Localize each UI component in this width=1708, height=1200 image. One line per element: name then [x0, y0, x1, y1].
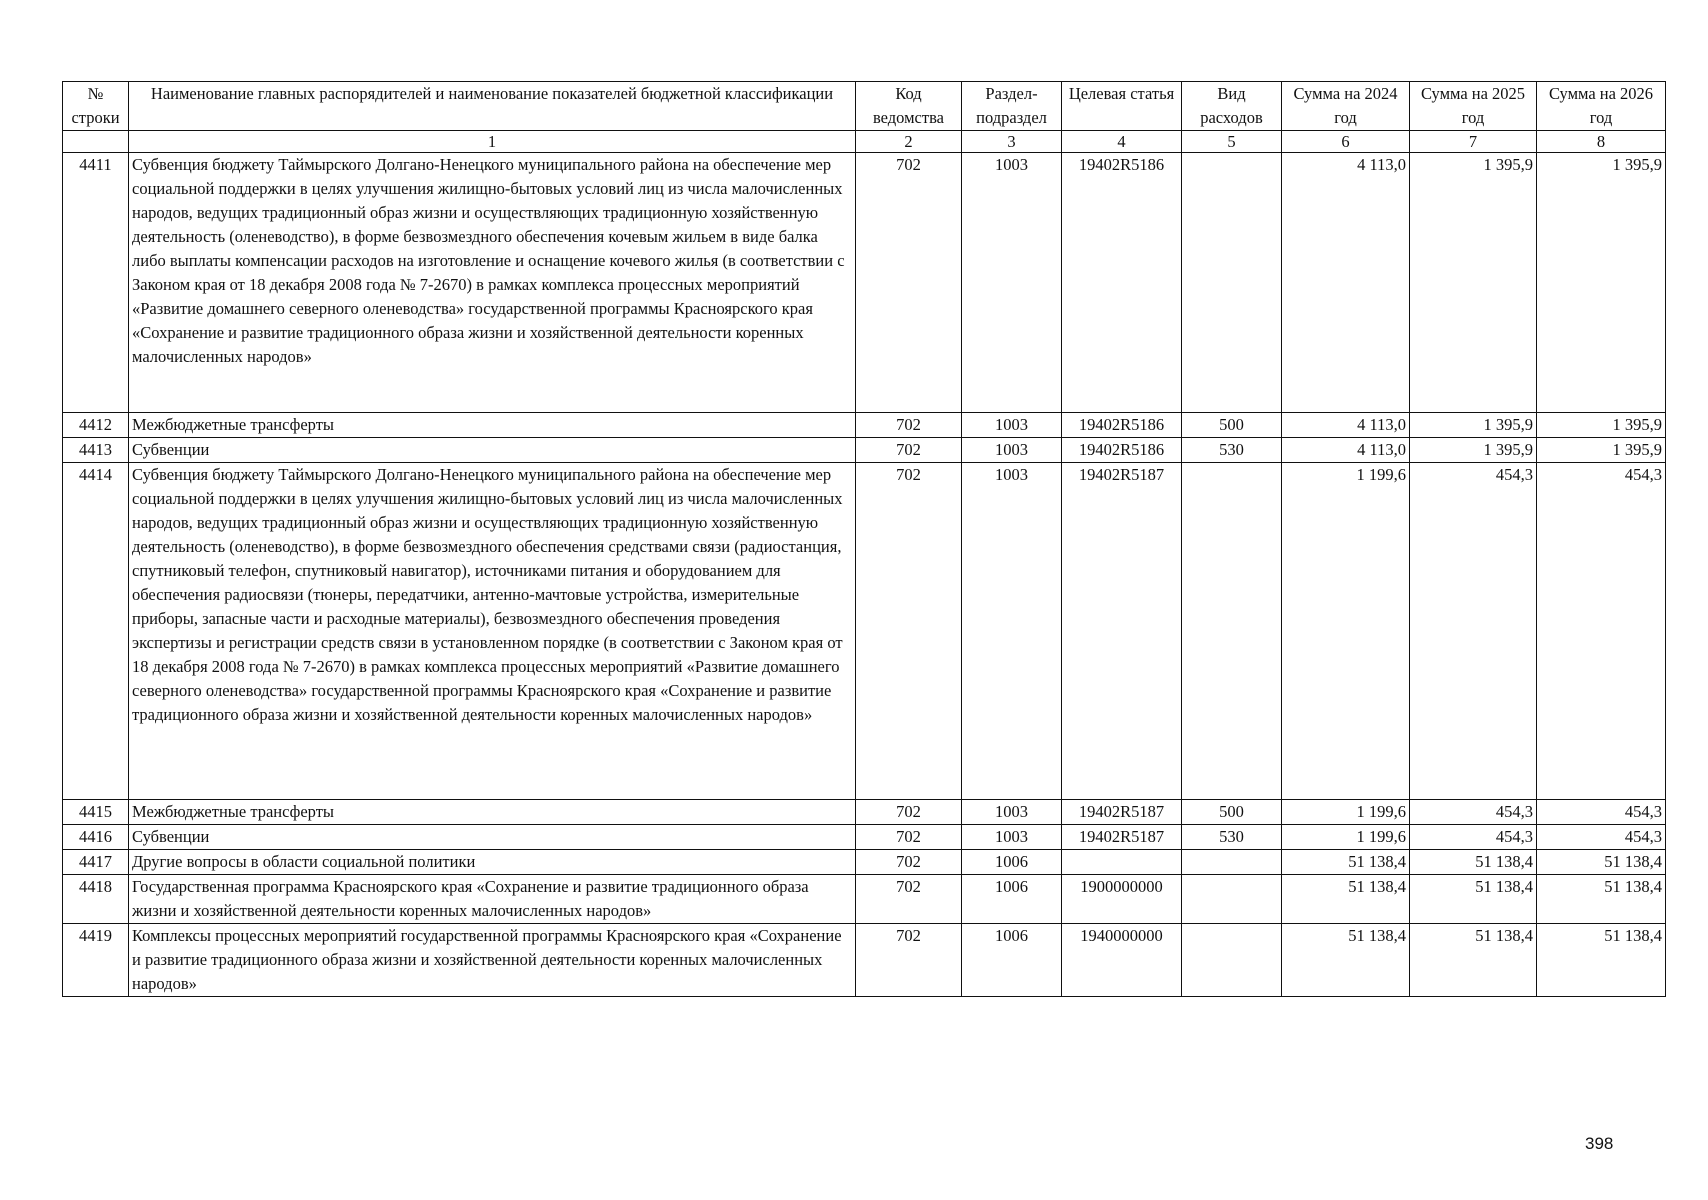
row-name: Межбюджетные трансферты — [129, 800, 856, 825]
row-expense-type: 530 — [1182, 438, 1282, 463]
row-dept-code: 702 — [856, 875, 962, 924]
header-dept-code: Код ведомства — [856, 82, 962, 131]
row-sum-2024: 1 199,6 — [1282, 800, 1410, 825]
column-number — [63, 131, 129, 153]
table-row — [63, 438, 1666, 463]
row-number: 4416 — [63, 825, 129, 850]
row-sum-2024: 4 113,0 — [1282, 153, 1410, 413]
column-number: 7 — [1410, 131, 1537, 153]
table-row — [63, 463, 1666, 800]
column-number-row — [63, 131, 1666, 153]
row-number: 4411 — [63, 153, 129, 413]
column-number: 1 — [129, 131, 856, 153]
row-expense-type: 530 — [1182, 825, 1282, 850]
row-name: Государственная программа Красноярского края «Сохранение и развитие традиционного образа жизни и хозяйственной деятельности коренных малочисленных народов» — [129, 875, 856, 924]
row-sum-2026: 454,3 — [1537, 463, 1666, 800]
row-section: 1003 — [962, 413, 1062, 438]
row-section: 1003 — [962, 825, 1062, 850]
row-section: 1003 — [962, 153, 1062, 413]
row-expense-type: 500 — [1182, 800, 1282, 825]
row-sum-2024: 4 113,0 — [1282, 413, 1410, 438]
table-row — [63, 153, 1666, 413]
row-section: 1003 — [962, 438, 1062, 463]
row-dept-code: 702 — [856, 850, 962, 875]
row-dept-code: 702 — [856, 924, 962, 997]
row-sum-2024: 51 138,4 — [1282, 850, 1410, 875]
row-sum-2024: 1 199,6 — [1282, 463, 1410, 800]
row-sum-2026: 454,3 — [1537, 825, 1666, 850]
row-sum-2024: 4 113,0 — [1282, 438, 1410, 463]
row-sum-2024: 1 199,6 — [1282, 825, 1410, 850]
header-sum-2026: Сумма на 2026 год — [1537, 82, 1666, 131]
row-expense-type — [1182, 463, 1282, 800]
row-target-article: 1940000000 — [1062, 924, 1182, 997]
row-section: 1006 — [962, 850, 1062, 875]
row-target-article: 19402R5187 — [1062, 463, 1182, 800]
row-expense-type — [1182, 875, 1282, 924]
row-expense-type — [1182, 153, 1282, 413]
column-number: 6 — [1282, 131, 1410, 153]
row-sum-2025: 1 395,9 — [1410, 438, 1537, 463]
row-section: 1006 — [962, 924, 1062, 997]
page-number: 398 — [1585, 1134, 1614, 1153]
row-sum-2025: 454,3 — [1410, 800, 1537, 825]
row-sum-2026: 1 395,9 — [1537, 438, 1666, 463]
row-sum-2025: 454,3 — [1410, 463, 1537, 800]
row-dept-code: 702 — [856, 800, 962, 825]
table-row — [63, 875, 1666, 924]
column-number: 2 — [856, 131, 962, 153]
row-target-article: 19402R5186 — [1062, 153, 1182, 413]
row-sum-2025: 454,3 — [1410, 825, 1537, 850]
row-dept-code: 702 — [856, 153, 962, 413]
row-sum-2025: 51 138,4 — [1410, 924, 1537, 997]
row-name: Комплексы процессных мероприятий государственной программы Красноярского края «Сохранение и развитие традиционного образа жизни и хозяйственной деятельности коренных малочисленных народов» — [129, 924, 856, 997]
row-name: Субвенции — [129, 825, 856, 850]
row-dept-code: 702 — [856, 825, 962, 850]
row-section: 1006 — [962, 875, 1062, 924]
row-name: Межбюджетные трансферты — [129, 413, 856, 438]
row-sum-2025: 1 395,9 — [1410, 153, 1537, 413]
header-target-article: Целевая статья — [1062, 82, 1182, 131]
row-sum-2025: 51 138,4 — [1410, 850, 1537, 875]
header-row-number: № строки — [63, 82, 129, 131]
table-row — [63, 800, 1666, 825]
row-sum-2025: 1 395,9 — [1410, 413, 1537, 438]
table-row — [63, 825, 1666, 850]
row-section: 1003 — [962, 800, 1062, 825]
row-number: 4417 — [63, 850, 129, 875]
row-number: 4415 — [63, 800, 129, 825]
row-sum-2024: 51 138,4 — [1282, 924, 1410, 997]
row-target-article: 19402R5186 — [1062, 438, 1182, 463]
row-number: 4413 — [63, 438, 129, 463]
row-target-article: 19402R5186 — [1062, 413, 1182, 438]
row-name: Субвенция бюджету Таймырского Долгано-Ненецкого муниципального района на обеспечение мер социальной поддержки в целях улучшения жилищно-бытовых условий лиц из числа малочисленных народов, ведущих традиционный образ жизни и осуществляющих традиционную хозяйственную деятельность (оленеводство), в форме безвозмездного обеспечения средствами связи (радиостанция, спутниковый телефон, спутниковый навигатор), источниками питания и оборудованием для обеспечения радиосвязи (тюнеры, передатчики, антенно-мачтовые устройства, измерительные приборы, запасные части и расходные материалы), безвозмездного обеспечения проведения экспертизы и регистрации средств связи в установленном порядке (в соответствии с Законом края от 18 декабря 2008 года № 7-2670) в рамках комплекса процессных мероприятий «Развитие домашнего северного оленеводства» государственной программы Красноярского края «Сохранение и развитие традиционного образа жизни и хозяйственной деятельности коренных малочисленных народов» — [129, 463, 856, 800]
header-section: Раздел-подраздел — [962, 82, 1062, 131]
header-expense-type: Вид расходов — [1182, 82, 1282, 131]
row-number: 4419 — [63, 924, 129, 997]
row-dept-code: 702 — [856, 463, 962, 800]
header-row — [63, 82, 1666, 131]
row-sum-2026: 51 138,4 — [1537, 924, 1666, 997]
table-row — [63, 924, 1666, 997]
row-name: Субвенции — [129, 438, 856, 463]
row-number: 4418 — [63, 875, 129, 924]
row-section: 1003 — [962, 463, 1062, 800]
budget-table — [62, 81, 1666, 997]
row-expense-type: 500 — [1182, 413, 1282, 438]
header-sum-2024: Сумма на 2024 год — [1282, 82, 1410, 131]
column-number: 4 — [1062, 131, 1182, 153]
row-expense-type — [1182, 850, 1282, 875]
row-expense-type — [1182, 924, 1282, 997]
header-sum-2025: Сумма на 2025 год — [1410, 82, 1537, 131]
row-target-article: 19402R5187 — [1062, 800, 1182, 825]
row-sum-2026: 454,3 — [1537, 800, 1666, 825]
row-name: Субвенция бюджету Таймырского Долгано-Ненецкого муниципального района на обеспечение мер социальной поддержки в целях улучшения жилищно-бытовых условий лиц из числа малочисленных народов, ведущих традиционный образ жизни и осуществляющих традиционную хозяйственную деятельность (оленеводство), в форме безвозмездного обеспечения кочевым жильем в виде балка либо выплаты компенсации расходов на изготовление и оснащение кочевого жилья (в соответствии с Законом края от 18 декабря 2008 года № 7-2670) в рамках комплекса процессных мероприятий «Развитие домашнего северного оленеводства» государственной программы Красноярского края «Сохранение и развитие традиционного образа жизни и хозяйственной деятельности коренных малочисленных народов» — [129, 153, 856, 413]
row-number: 4412 — [63, 413, 129, 438]
row-name: Другие вопросы в области социальной политики — [129, 850, 856, 875]
column-number: 8 — [1537, 131, 1666, 153]
table-row — [63, 413, 1666, 438]
row-dept-code: 702 — [856, 438, 962, 463]
row-sum-2026: 51 138,4 — [1537, 875, 1666, 924]
row-sum-2025: 51 138,4 — [1410, 875, 1537, 924]
row-target-article: 19402R5187 — [1062, 825, 1182, 850]
row-number: 4414 — [63, 463, 129, 800]
row-sum-2026: 1 395,9 — [1537, 153, 1666, 413]
column-number: 3 — [962, 131, 1062, 153]
row-sum-2026: 1 395,9 — [1537, 413, 1666, 438]
table-row — [63, 850, 1666, 875]
row-target-article — [1062, 850, 1182, 875]
row-target-article: 1900000000 — [1062, 875, 1182, 924]
row-sum-2024: 51 138,4 — [1282, 875, 1410, 924]
row-dept-code: 702 — [856, 413, 962, 438]
column-number: 5 — [1182, 131, 1282, 153]
row-sum-2026: 51 138,4 — [1537, 850, 1666, 875]
header-name: Наименование главных распорядителей и наименование показателей бюджетной классификации — [129, 82, 856, 131]
